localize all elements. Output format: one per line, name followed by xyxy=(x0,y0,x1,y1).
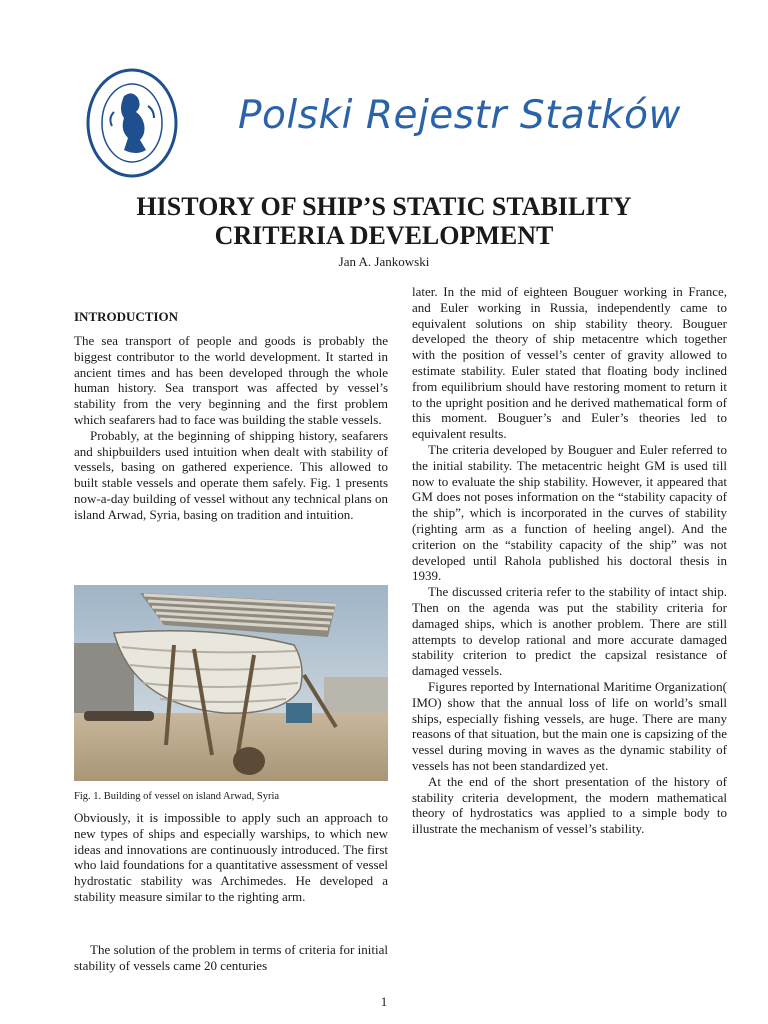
figure-boat-construction-photo xyxy=(74,585,388,781)
paragraph: The sea transport of people and goods is probably the biggest contributor to the world development. It started in ancient times and has been developed through the whole human history. Sea transport was affected by vessel’s stability from the very beginning and the first problem which seafarers had to face was building the stable vessels. xyxy=(74,333,388,427)
figure-caption: Fig. 1. Building of vessel on island Arwad, Syria xyxy=(74,791,280,802)
author-name: Jan A. Jankowski xyxy=(338,254,430,269)
paragraph: The criteria developed by Bouguer and Euler referred to the initial stability. The metacentric height GM is used till now to evaluate the ship stability. However, it appeared that GM does not poses information on the “stability capacity of the ship”, which is incorporated in the curves of stability (righting arm as a function of heeling angel). And the criterion on the “stability capacity of the ship” was not developed until Rahola published his doctoral thesis in 1939. xyxy=(412,441,727,584)
page-number: 1 xyxy=(380,994,388,1009)
brand-name: Polski Rejestr Statków xyxy=(238,93,681,138)
paragraph: The solution of the problem in terms of criteria for initial stability of vessels came 20 centuries xyxy=(74,942,388,973)
paper-title: HISTORY OF SHIP’S STATIC STABILITY CRITERIA DEVELOPMENT xyxy=(136,192,632,250)
paragraph: Probably, at the beginning of shipping history, seafarers and shipbuilders used intuition when dealt with stability of vessels, basing on gathered experience. This allowed to built stable vessels and operate them safely. Fig. 1 presents now-a-day building of vessel without any technical plans on island Arwad, Syria, basing on tradition and intuition. xyxy=(74,427,388,522)
introduction-text xyxy=(74,333,388,523)
paragraph: Obviously, it is impossible to apply such an approach to new types of ships and especially warships, to which new ideas and innovations are continuously introduced. The first who laid foundations for a quantitative assessment of vessel hydrostatic stability was Archimedes. He developed a stability measure similar to the righting arm. xyxy=(74,810,388,904)
prs-seal-logo xyxy=(84,66,180,180)
section-heading-introduction: INTRODUCTION xyxy=(74,309,179,324)
paragraph: At the end of the short presentation of the history of stability criteria development, the modern mathematical theory of hydrostatics was applied to a simple body to illustrate the mechanism of vessel’s stability. xyxy=(412,773,727,837)
paragraph: The discussed criteria refer to the stability of intact ship. Then on the agenda was put the stability criteria for damaged ships, which is another problem. There are still attempts to develop rational and more accurate damaged stability criterion to predict the capsizal resistance of damaged vessels. xyxy=(412,584,727,679)
left-column-body xyxy=(74,810,388,905)
paragraph: Figures reported by International Maritime Organization( IMO) show that the annual loss of life on world’s small ships, especially fishing vessels, are huge. There are many reasons of that situation, but the main one is capsizing of the vessel during moving in waves as the dynamic stability of vessels has not been standardized yet. xyxy=(412,678,727,773)
left-column-tail xyxy=(74,942,388,974)
right-column-body xyxy=(412,284,727,837)
paragraph: later. In the mid of eighteen Bouguer working in France, and Euler working in Russia, independently came to equivalent solutions on ship stability theory. Bouguer developed the theory of ship metacentre which together with the position of vessel’s center of gravity allowed to estimate stability. Euler stated that floating body inclined from equilibrium should have restoring moment to return it to the upright position and he derived mathematical form of this moment. Bouguer’s and Euler’s theories led to equivalent results. xyxy=(412,284,727,442)
